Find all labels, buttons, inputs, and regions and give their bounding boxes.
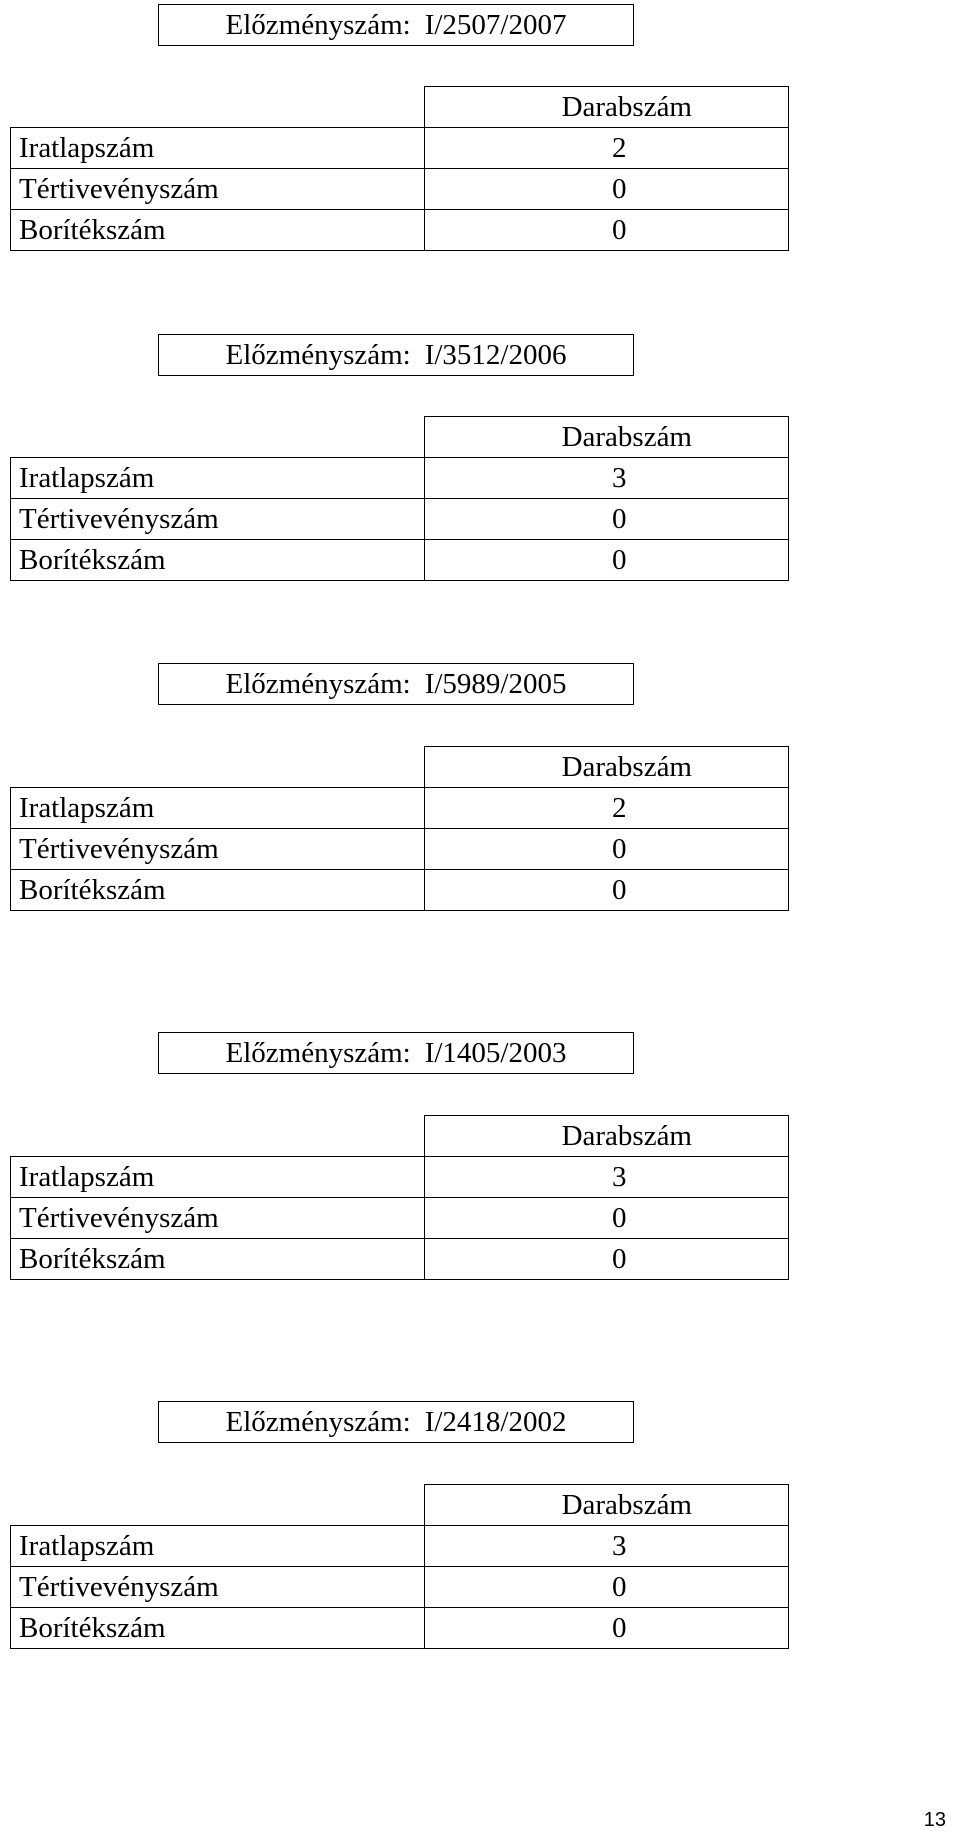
table-row-iratlap	[11, 1157, 789, 1198]
value-tertiveveny: 0	[612, 1571, 627, 1603]
value-boritek: 0	[612, 544, 627, 576]
value-tertiveveny: 0	[612, 503, 627, 535]
table-header-row	[11, 87, 789, 128]
table-row-iratlap	[11, 458, 789, 499]
elozmeny-header-2	[158, 334, 634, 376]
column-header-darabszam: Darabszám	[425, 747, 789, 788]
value-iratlap: 3	[612, 1161, 627, 1193]
table-header-row	[11, 1485, 789, 1526]
table-row-iratlap	[11, 1526, 789, 1567]
row-label-boritek: Borítékszám	[11, 210, 425, 251]
elozmeny-label: Előzményszám:	[225, 667, 411, 700]
row-label-boritek: Borítékszám	[11, 540, 425, 581]
value-cell	[425, 458, 789, 499]
column-header-darabszam: Darabszám	[425, 1116, 789, 1157]
column-header-darabszam: Darabszám	[425, 417, 789, 458]
table-row-tertiveveny	[11, 499, 789, 540]
row-label-tertiveveny: Tértivevényszám	[11, 1567, 425, 1608]
table-header-row	[11, 1116, 789, 1157]
table-row-tertiveveny	[11, 1567, 789, 1608]
table-row-boritek	[11, 870, 789, 911]
row-label-iratlap: Iratlapszám	[11, 128, 425, 169]
elozmeny-value: I/5989/2005	[424, 667, 567, 700]
elozmeny-header-3	[158, 663, 634, 705]
count-table-4	[10, 1115, 789, 1280]
value-tertiveveny: 0	[612, 1202, 627, 1234]
table-row-boritek	[11, 210, 789, 251]
row-label-boritek: Borítékszám	[11, 1239, 425, 1280]
elozmeny-header-1	[158, 4, 634, 46]
row-label-tertiveveny: Tértivevényszám	[11, 829, 425, 870]
value-cell	[425, 1198, 789, 1239]
value-cell	[425, 829, 789, 870]
table-row-iratlap	[11, 128, 789, 169]
row-label-tertiveveny: Tértivevényszám	[11, 499, 425, 540]
value-iratlap: 2	[612, 132, 627, 164]
value-cell	[425, 1608, 789, 1649]
page-number: 13	[923, 1809, 946, 1831]
row-label-tertiveveny: Tértivevényszám	[11, 169, 425, 210]
elozmeny-value: I/2507/2007	[424, 8, 567, 41]
table-row-tertiveveny	[11, 169, 789, 210]
value-tertiveveny: 0	[612, 173, 627, 205]
value-cell	[425, 128, 789, 169]
elozmeny-label: Előzményszám:	[225, 338, 411, 371]
table-row-boritek	[11, 540, 789, 581]
table-header-row	[11, 417, 789, 458]
row-label-iratlap: Iratlapszám	[11, 788, 425, 829]
count-table-2	[10, 416, 789, 581]
table-row-iratlap	[11, 788, 789, 829]
value-boritek: 0	[612, 1243, 627, 1275]
value-cell	[425, 210, 789, 251]
elozmeny-label: Előzményszám:	[225, 8, 411, 41]
value-cell	[425, 169, 789, 210]
elozmeny-value: I/2418/2002	[424, 1405, 567, 1438]
value-iratlap: 3	[612, 462, 627, 494]
empty-header-cell	[11, 417, 425, 458]
value-cell	[425, 1567, 789, 1608]
value-cell	[425, 1157, 789, 1198]
table-header-row	[11, 747, 789, 788]
empty-header-cell	[11, 747, 425, 788]
count-table-3	[10, 746, 789, 911]
elozmeny-header-4	[158, 1032, 634, 1074]
row-label-iratlap: Iratlapszám	[11, 1526, 425, 1567]
column-header-darabszam: Darabszám	[425, 87, 789, 128]
empty-header-cell	[11, 87, 425, 128]
empty-header-cell	[11, 1116, 425, 1157]
row-label-boritek: Borítékszám	[11, 1608, 425, 1649]
table-row-tertiveveny	[11, 1198, 789, 1239]
row-label-boritek: Borítékszám	[11, 870, 425, 911]
value-iratlap: 2	[612, 792, 627, 824]
value-boritek: 0	[612, 1612, 627, 1644]
elozmeny-label: Előzményszám:	[225, 1405, 411, 1438]
count-table-5	[10, 1484, 789, 1649]
value-iratlap: 3	[612, 1530, 627, 1562]
table-row-tertiveveny	[11, 829, 789, 870]
table-row-boritek	[11, 1608, 789, 1649]
column-header-darabszam: Darabszám	[425, 1485, 789, 1526]
value-cell	[425, 870, 789, 911]
elozmeny-label: Előzményszám:	[225, 1036, 411, 1069]
row-label-iratlap: Iratlapszám	[11, 1157, 425, 1198]
value-cell	[425, 499, 789, 540]
value-boritek: 0	[612, 214, 627, 246]
empty-header-cell	[11, 1485, 425, 1526]
value-boritek: 0	[612, 874, 627, 906]
elozmeny-header-5	[158, 1401, 634, 1443]
value-cell	[425, 1526, 789, 1567]
value-cell	[425, 1239, 789, 1280]
row-label-tertiveveny: Tértivevényszám	[11, 1198, 425, 1239]
value-cell	[425, 540, 789, 581]
elozmeny-value: I/3512/2006	[424, 338, 567, 371]
elozmeny-value: I/1405/2003	[424, 1036, 567, 1069]
value-cell	[425, 788, 789, 829]
count-table-1	[10, 86, 789, 251]
table-row-boritek	[11, 1239, 789, 1280]
row-label-iratlap: Iratlapszám	[11, 458, 425, 499]
value-tertiveveny: 0	[612, 833, 627, 865]
